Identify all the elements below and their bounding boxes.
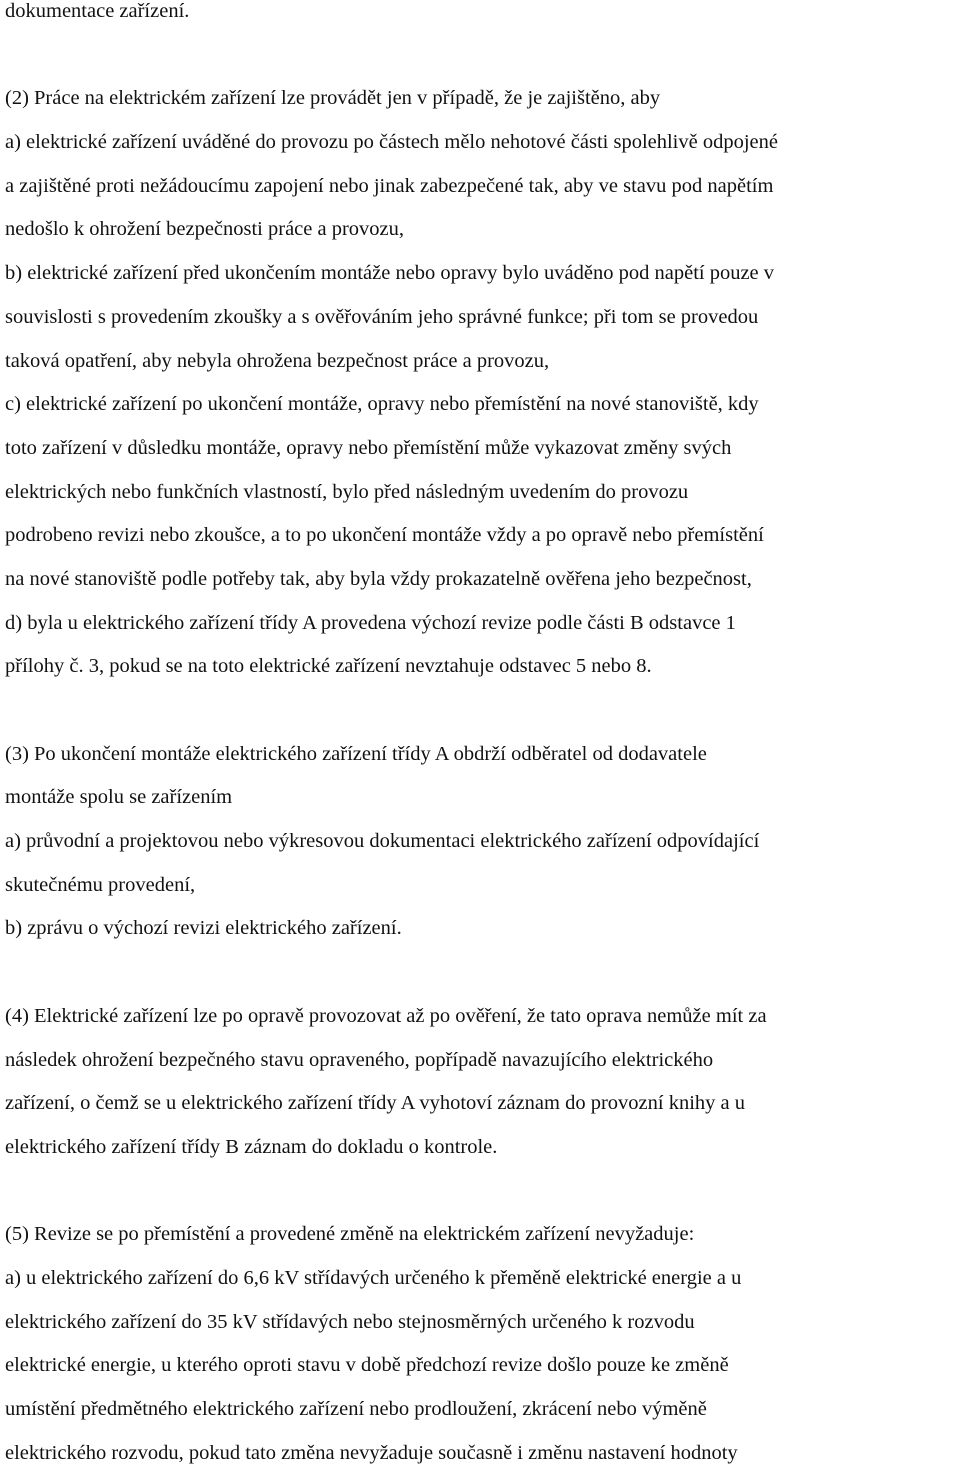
text-line: toto zařízení v důsledku montáže, opravy nebo přemístění může vykazovat změny svých bbox=[5, 436, 732, 459]
text-line: a) průvodní a projektovou nebo výkresovou dokumentaci elektrického zařízení odpovídající bbox=[5, 830, 760, 853]
text-line: (5) Revize se po přemístění a provedené změně na elektrickém zařízení nevyžaduje: bbox=[5, 1223, 695, 1246]
paragraph-gap bbox=[5, 1170, 955, 1214]
text-line: skutečnému provedení, bbox=[5, 873, 196, 896]
text-line: (4) Elektrické zařízení lze po opravě provozovat až po ověření, že tato oprava nemůže mít za bbox=[5, 1004, 767, 1027]
text-line: přílohy č. 3, pokud se na toto elektrické zařízení nevztahuje odstavec 5 nebo 8. bbox=[5, 655, 652, 678]
text-line: taková opatření, aby nebyla ohrožena bezpečnost práce a provozu, bbox=[5, 349, 550, 372]
text-line: na nové stanoviště podle potřeby tak, aby byla vždy prokazatelně ověřena jeho bezpečnost, bbox=[5, 567, 752, 590]
text-line: zařízení, o čemž se u elektrického zařízení třídy A vyhotoví záznam do provozní knihy a u bbox=[5, 1092, 746, 1115]
text-line: b) zprávu o výchozí revizi elektrického zařízení. bbox=[5, 917, 402, 940]
text-line: elektrické energie, u kterého oproti stavu v době předchozí revize došlo pouze ke změně bbox=[5, 1354, 729, 1377]
text-line: b) elektrické zařízení před ukončením montáže nebo opravy bylo uváděno pod napětí pouze v bbox=[5, 262, 775, 285]
paragraph-gap bbox=[5, 34, 955, 78]
text-line: dokumentace zařízení. bbox=[5, 0, 190, 22]
text-line: podrobeno revizi nebo zkoušce, a to po ukončení montáže vždy a po opravě nebo přemístění bbox=[5, 524, 764, 547]
text-line: nedošlo k ohrožení bezpečnosti práce a provozu, bbox=[5, 218, 405, 241]
text-line: elektrického zařízení třídy B záznam do dokladu o kontrole. bbox=[5, 1135, 498, 1158]
text-line: souvislosti s provedením zkoušky a s ověřováním jeho správné funkce; při tom se provedou bbox=[5, 305, 759, 328]
text-line: následek ohrožení bezpečného stavu opraveného, popřípadě navazujícího elektrického bbox=[5, 1048, 714, 1071]
text-line: d) byla u elektrického zařízení třídy A provedena výchozí revize podle části B odstavce 1 bbox=[5, 611, 736, 634]
text-line: (2) Práce na elektrickém zařízení lze provádět jen v případě, že je zajištěno, aby bbox=[5, 87, 661, 110]
text-line: a) elektrické zařízení uváděné do provozu po částech mělo nehotové části spolehlivě odpojené bbox=[5, 131, 778, 154]
paragraph-gap bbox=[5, 689, 955, 733]
text-line: elektrického rozvodu, pokud tato změna nevyžaduje současně i změnu nastavení hodnoty bbox=[5, 1441, 738, 1464]
text-line: umístění předmětného elektrického zařízení nebo prodloužení, zkrácení nebo výměně bbox=[5, 1398, 707, 1420]
document-page bbox=[5, 0, 955, 1475]
text-line: (3) Po ukončení montáže elektrického zařízení třídy A obdrží odběratel od dodavatele bbox=[5, 742, 707, 765]
text-line: elektrických nebo funkčních vlastností, bylo před následným uvedením do provozu bbox=[5, 480, 689, 503]
text-line: c) elektrické zařízení po ukončení montáže, opravy nebo přemístění na nové stanoviště, kdy bbox=[5, 393, 759, 416]
text-line: a zajištěné proti nežádoucímu zapojení nebo jinak zabezpečené tak, aby ve stavu pod napětím bbox=[5, 174, 774, 197]
text-line: a) u elektrického zařízení do 6,6 kV střídavých určeného k přeměně elektrické energie a u bbox=[5, 1266, 742, 1289]
text-line: elektrického zařízení do 35 kV střídavých nebo stejnosměrných určeného k rozvodu bbox=[5, 1310, 695, 1333]
text-line: montáže spolu se zařízením bbox=[5, 786, 233, 809]
paragraph-gap bbox=[5, 951, 955, 995]
